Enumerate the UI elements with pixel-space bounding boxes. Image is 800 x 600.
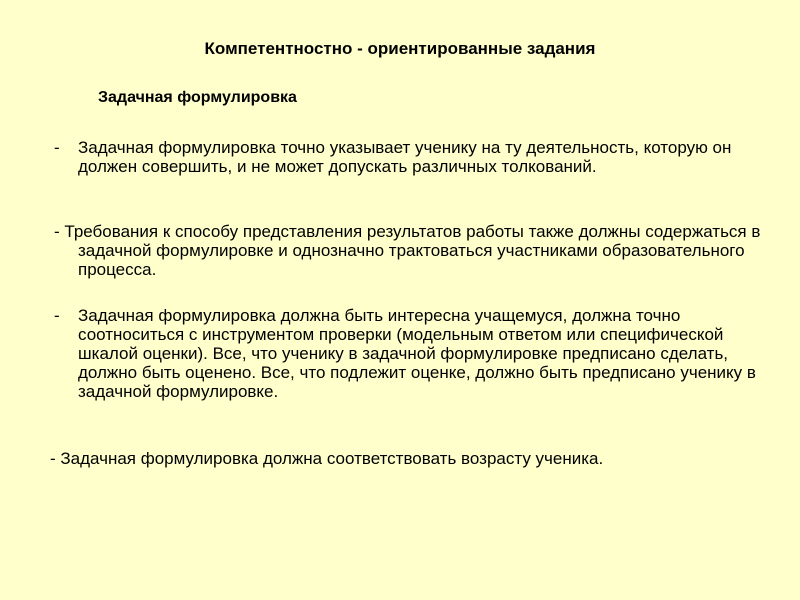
- paragraph-2: - Требования к способу представления результатов работы также должны содержаться в задачной формулировке и однозначно трактоваться участниками образовательного процесса.: [54, 222, 761, 279]
- paragraph-3: Задачная формулировка должна быть интересна учащемуся, должна точно соотноситься с инструментом проверки (модельным ответом или специфической шкалой оценки). Все, что ученику в задачной формулировке предписано сделать, должно быть оценено. Все, что подлежит оценке, должно быть предписано ученику в задачной формулировке.: [78, 306, 756, 401]
- bullet-marker-3: -: [54, 306, 60, 325]
- slide-subtitle: Задачная формулировка: [98, 89, 297, 106]
- slide-title: Компетентностно - ориентированные задания: [204, 39, 596, 58]
- paragraph-4: - Задачная формулировка должна соответствовать возрасту ученика.: [50, 449, 604, 468]
- paragraph-1: Задачная формулировка точно указывает ученику на ту деятельность, которую он должен совершить, и не может допускать различных толкований.: [78, 138, 732, 176]
- bullet-marker-1: -: [54, 138, 60, 157]
